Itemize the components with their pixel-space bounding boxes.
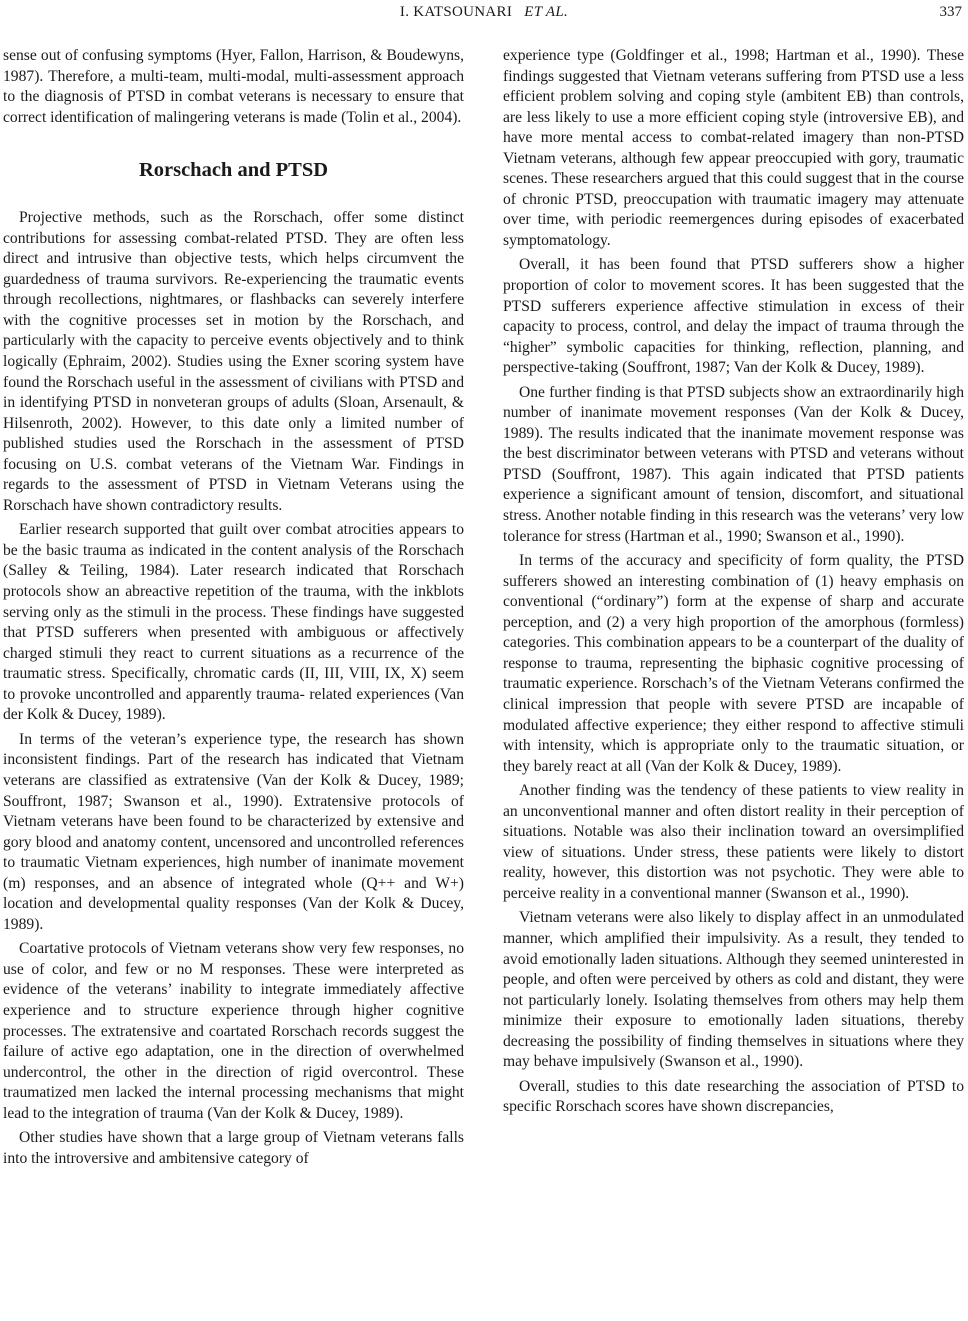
right-column: [503, 46, 964, 1118]
left-column: [3, 46, 464, 1169]
paragraph: One further finding is that PTSD subjects show an extraordinarily high number of inanimate movement responses (Van der Kolk & Ducey, 1989). The results indicated that the inanimate movement response was the best discriminator between veterans with PTSD and veterans without PTSD (Souffront, 1987). This again indicated that PTSD patients experience a significant amount of tension, discomfort, and situational stress. Another notable finding in this research was the veterans’ very low tolerance for stress (Hartman et al., 1990; Swanson et al., 1990).: [503, 383, 964, 545]
paragraph: Earlier research supported that guilt over combat atrocities appears to be the basic trauma as indicated in the content analysis of the Rorschach (Salley & Teiling, 1984). Later research indicated that Rorschach protocols show an abreactive repetition of the trauma, with the inkblots serving only as the stimuli in the process. These findings have suggested that PTSD sufferers when presented with ambiguous or affectively charged stimuli they react to current situations as a recurrence of the traumatic stress. Specifically, chromatic cards (II, III, VIII, IX, X) seem to provoke uncontrolled and apparently trauma- related experiences (Van der Kolk & Ducey, 1989).: [3, 521, 464, 724]
paragraph: Vietnam veterans were also likely to display affect in an unmodulated manner, which amplified their impulsivity. As a result, they tended to avoid emotionally laden situations. Although they seemed uninterested in people, and often were perceived by others as cold and distant, they were not particularly lonely. Isolating themselves from others may help them minimize their exposure to emotionally laden situations, thereby decreasing the possibility of finding themselves in situations where they may behave impulsively (Swanson et al., 1990).: [503, 909, 964, 1071]
paragraph: Another finding was the tendency of these patients to view reality in an unconventional manner and often distort reality in their perception of situations. Notable was also their inclination toward an oversimplified view of situations. Under stress, these patients were likely to distort reality, however, this distortion was not psychotic. They were able to perceive reality in a conventional manner (Swanson et al., 1990).: [503, 782, 964, 902]
running-head-authors: [0, 0, 968, 24]
paragraph-continued: experience type (Goldfinger et al., 1998; Hartman et al., 1990). These findings suggested that Vietnam veterans suffering from PTSD use a less efficient problem solving and coping style (ambitent EB) than controls, are less likely to use a more efficient coping style (introversive EB), and have more mental access to combat-related imagery than non-PTSD Vietnam veterans, although few appear preoccupied with gory, traumatic scenes. These researchers argued that this could suggest that in the course of chronic PTSD, preoccupation with traumatic imagery may attenuate over time, with periodic reemergences during episodes of exacerbated symptomatology.: [503, 47, 964, 249]
paragraph: Other studies have shown that a large group of Vietnam veterans falls into the introversive and ambitensive category of: [3, 1129, 464, 1167]
section-heading: Rorschach and PTSD: [138, 159, 329, 182]
paragraph: Projective methods, such as the Rorschach, offer some distinct contributions for assessing combat-related PTSD. They are often less direct and intrusive than objective tests, which helps circumvent the guardedness of trauma survivors. Re-experiencing the traumatic events through recollections, nightmares, or flashbacks can severely interfere with the cognitive processes set in motion by the Rorschach, and particularly with the capacity to perceive events objectively and to think logically (Ephraim, 2002). Studies using the Exner scoring system have found the Rorschach useful in the assessment of civilians with PTSD and in identifying PTSD in nonveteran groups of adults (Sloan, Arsenault, & Hilsenroth, 2002). However, to this date only a limited number of published studies used the Rorschach in the assessment of PTSD focusing on U.S. combat veterans of the Vietnam War. Findings in regards to the assessment of PTSD in Vietnam Veterans using the Rorschach have shown contradictory results.: [3, 209, 464, 514]
running-head: [0, 0, 968, 24]
paragraph: In terms of the accuracy and specificity of form quality, the PTSD sufferers showed an interesting combination of (1) heavy emphasis on conventional (“ordinary”) form at the expense of sharp and accurate perception, and (2) a very high proportion of the amorphous (formless) categories. This combination appears to be a counterpart of the duality of response to trauma, representing the biphasic cognitive processing of traumatic experience. Rorschach’s of the Vietnam Veterans confirmed the clinical impression that people with severe PTSD are incapable of modulated affective experience; they either respond to affective stimuli with intensity, which is appropriate only to the traumatic situation, or they barely react at all (Van der Kolk & Ducey, 1989).: [503, 552, 964, 775]
et-al: ET AL.: [524, 4, 569, 20]
author-name: I. KATSOUNARI: [399, 4, 513, 20]
paragraph: In terms of the veteran’s experience type, the research has shown inconsistent findings. Part of the research has indicated that Vietnam veterans are classified as extratensive (Van der Kolk & Ducey, 1989; Souffront, 1987; Swanson et al., 1990). Extratensive protocols of Vietnam veterans have been found to be characterized by extensive and gory blood and anatomy content, uncensored and uncontrolled references to traumatic Vietnam experiences, high number of inanimate movement (m) responses, and an absence of integrated whole (Q++ and W+) location and developmental quality responses (Van der Kolk & Ducey, 1989).: [3, 730, 464, 933]
paragraph-continued: sense out of confusing symptoms (Hyer, Fallon, Harrison, & Boudewyns, 1987). Therefore, a multi-team, multi-modal, multi-assessment approach to the diagnosis of PTSD in combat veterans is necessary to ensure that correct identification of malingering veterans is made (Tolin et al., 2004).: [3, 47, 464, 126]
paragraph: Overall, studies to this date researching the association of PTSD to specific Rorschach scores have shown discrepancies,: [503, 1077, 964, 1116]
paragraph: Coartative protocols of Vietnam veterans show very few responses, no use of color, and few or no M responses. These were interpreted as evidence of the veterans’ inability to integrate immediately affective experience and to structure experience through higher cognitive processes. The extratensive and coartated Rorschach records suggest the failure of active ego adaptation, one in the direction of overwhelmed undercontrol, the other in the direction of rigid overcontrol. These traumatized men lacked the internal processing mechanisms that might lead to the integration of trauma (Van der Kolk & Ducey, 1989).: [3, 940, 464, 1122]
paragraph: Overall, it has been found that PTSD sufferers show a higher proportion of color to movement scores. It has been suggested that the PTSD sufferers experience affective stimulation in excess of their capacity to process, control, and delay the impact of trauma through the “higher” symbolic capacities for thinking, reflection, planning, and perspective-taking (Souffront, 1987; Van der Kolk & Ducey, 1989).: [503, 256, 964, 377]
page-number: 337: [939, 4, 962, 20]
